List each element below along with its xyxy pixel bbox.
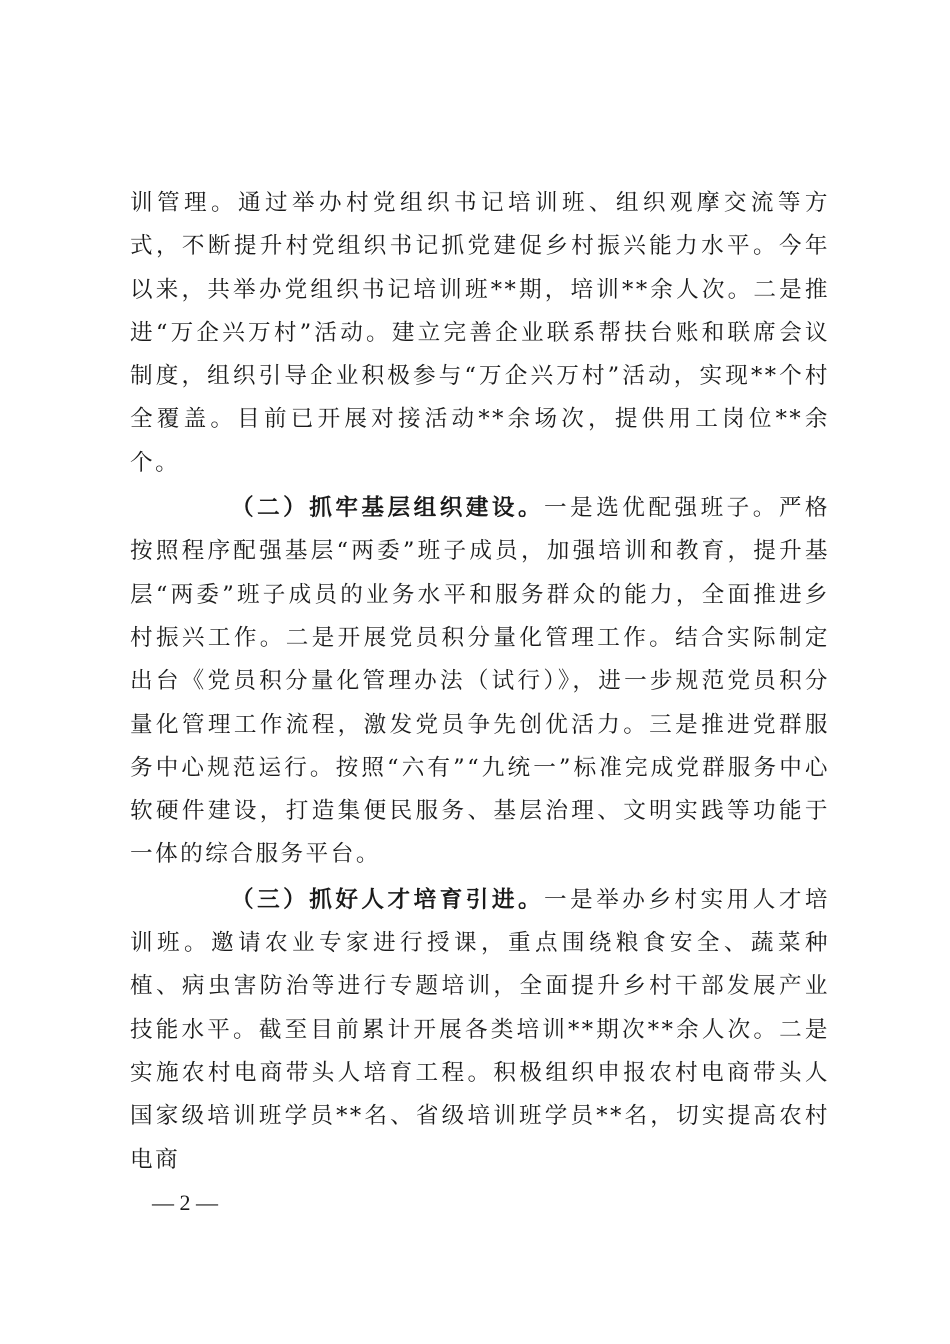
paragraph-text: 一是举办乡村实用人才培训班。邀请农业专家进行授课，重点围绕粮食安全、蔬菜种植、病虫害防治等进行专题培训，全面提升乡村干部发展产业技能水平。截至目前累计开展各类培训**期次**余人次。二是实施农村电商带头人培育工程。积极组织申报农村电商带头人国家级培训班学员**名、省级培训班学员**名，切实提高农村电商 <box>130 886 831 1173</box>
paragraph-text: 训管理。通过举办村党组织书记培训班、组织观摩交流等方式，不断提升村党组织书记抓党建促乡村振兴能力水平。今年以来，共举办党组织书记培训班**期，培训**余人次。二是推进“万企兴万村”活动。建立完善企业联系帮扶台账和联席会议制度，组织引导企业积极参与“万企兴万村”活动，实现**个村全覆盖。目前已开展对接活动**余场次，提供用工岗位**余个。 <box>130 190 830 476</box>
section-heading: （二）抓牢基层组织建设。 <box>231 495 545 522</box>
paragraph-section-three <box>130 879 830 1182</box>
paragraph-continuation <box>130 182 830 485</box>
section-heading: （三）抓好人才培育引进。 <box>231 886 545 913</box>
page-number: — 2 — <box>152 1190 218 1215</box>
paragraph-section-two <box>130 487 830 877</box>
paragraph-text: 一是选优配强班子。严格按照程序配强基层“两委”班子成员，加强培训和教育，提升基层“两委”班子成员的业务水平和服务群众的能力，全面推进乡村振兴工作。二是开展党员积分量化管理工作。结合实际制定出台《党员积分量化管理办法（试行）》，进一步规范党员积分量化管理工作流程，激发党员争先创优活力。三是推进党群服务中心规范运行。按照“六有”“九统一”标准完成党群服务中心软硬件建设，打造集便民服务、基层治理、文明实践等功能于一体的综合服务平台。 <box>130 495 831 868</box>
document-body <box>130 182 830 1184</box>
